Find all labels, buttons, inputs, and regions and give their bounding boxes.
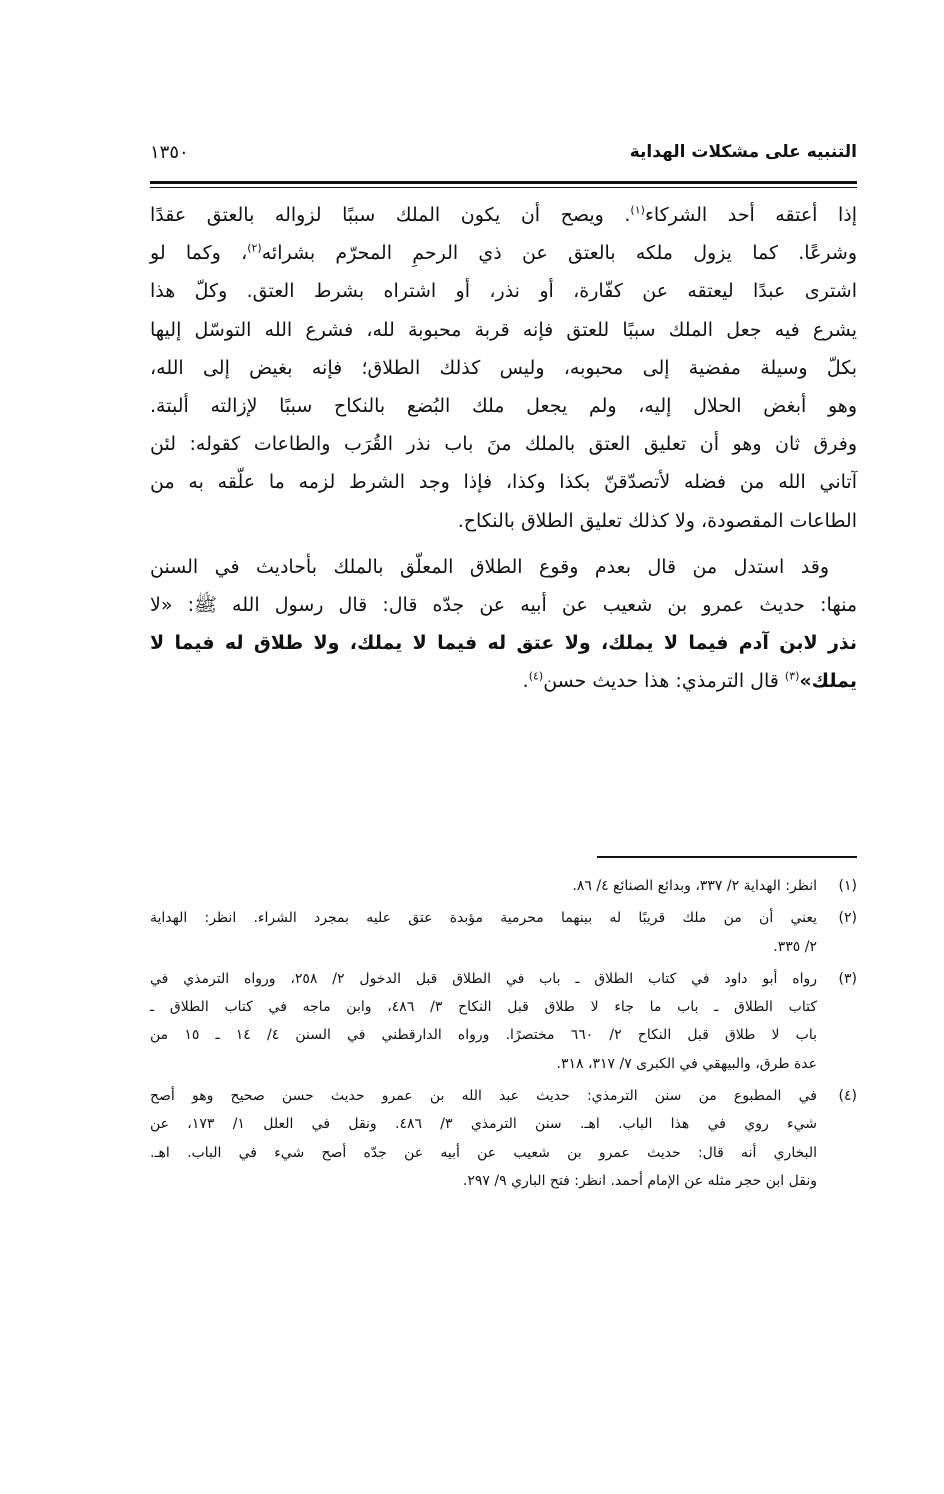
text: إذا أعتقه أحد الشركاء	[644, 204, 857, 226]
text: .	[522, 670, 529, 693]
paragraph-2	[150, 548, 857, 701]
footnote-ref[interactable]: (٤)	[528, 670, 544, 684]
footnote-number: (٣)	[838, 970, 857, 987]
footnote-2	[150, 904, 857, 961]
footnotes	[150, 872, 857, 1199]
paragraph-1	[150, 196, 857, 540]
footnote-ref[interactable]: (٣)	[784, 670, 800, 684]
footnote-line: ٢/ ٣٣٥.	[773, 938, 817, 955]
text-line: اشترى عبدًا ليعتقه عن كفّارة، أو نذر، أو اشتراه بشرط العتق. وكلّ هذا	[150, 280, 857, 303]
header-rule-thin	[150, 187, 857, 188]
text: قال الترمذي: هذا حديث حسن	[543, 670, 785, 693]
text-line: آتاني الله من فضله لأتصدّقنّ بكذا وكذا، فإذا وجد الشرط لزمه ما علّقه به من	[150, 471, 857, 494]
footnote-line: انظر: الهداية ٢/ ٣٣٧، وبدائع الصنائع ٤/ ٨٦.	[572, 878, 817, 894]
text-line: يشرع فيه جعل الملك سببًا للعتق فإنه قربة محبوبة لله، فشرع الله التوسّل إليها	[150, 318, 857, 341]
hadith-end: يملك»	[799, 670, 857, 693]
text-line	[150, 234, 857, 272]
text-line: الطاعات المقصودة، ولا كذلك تعليق الطلاق بالنكاح.	[457, 509, 857, 532]
text-line: وهو أبغض الحلال إليه، ولم يجعل ملك البُضع بالنكاح سببًا لإزالته ألبتة.	[150, 395, 857, 418]
footnote-line: رواه أبو داود في كتاب الطلاق ـ باب في الطلاق قبل الدخول ٢/ ٢٥٨، ورواه الترمذي في	[150, 970, 817, 987]
text-line: بكلّ وسيلة مفضية إلى محبوبه، وليس كذلك الطلاق؛ فإنه بغيض إلى الله،	[150, 356, 857, 379]
footnote-4	[150, 1082, 857, 1195]
text-line	[150, 662, 857, 700]
footnote-line: كتاب الطلاق ـ باب ما جاء لا طلاق قبل النكاح ٣/ ٤٨٦، وابن ماجه في كتاب الطلاق ـ	[150, 999, 817, 1016]
text-line	[150, 196, 857, 234]
footnote-ref[interactable]: (٢)	[247, 241, 262, 255]
footnote-3	[150, 965, 857, 1078]
running-title: التنبيه على مشكلات الهداية	[629, 142, 857, 162]
footnote-line: عدة طرق، والبيهقي في الكبرى ٧/ ٣١٧، ٣١٨.	[556, 1055, 817, 1072]
footnote-line: يعني أن من ملك قريبًا له بينهما محرمية مؤبدة عتق عليه بمجرد الشراء. انظر: الهداية	[150, 910, 817, 927]
footnote-number: (١)	[838, 878, 857, 894]
footnote-line: في المطبوع من سنن الترمذي: حديث عبد الله بن عمرو حديث حسن صحيح وهو أصح	[150, 1088, 817, 1105]
footnote-line: شيء روي في هذا الباب. اهـ. سنن الترمذي ٣/ ٤٨٦. ونقل في العلل ١/ ١٧٣، عن	[150, 1116, 817, 1133]
running-header	[150, 138, 857, 172]
footnote-line: باب لا طلاق قبل النكاح ٢/ ٦٦٠ مختصرًا. ورواه الدارقطني في السنن ٤/ ١٤ ـ ١٥ من	[150, 1027, 818, 1044]
header-rule-thick	[150, 181, 857, 184]
hadith-line: نذر لابن آدم فيما لا يملك، ولا عتق له فيما لا يملك، ولا طلاق له فيما لا	[150, 632, 857, 655]
footnote-ref[interactable]: (١)	[630, 203, 645, 217]
footnote-line: ونقل ابن حجر مثله عن الإمام أحمد. انظر: فتح الباري ٩/ ٢٩٧.	[462, 1172, 817, 1189]
text: . ويصح أن يكون الملك سببًا لزواله بالعتق عقدًا	[150, 204, 631, 226]
text-line: منها: حديث عمرو بن شعيب عن أبيه عن جدّه قال: قال رسول الله ﷺ: «لا	[150, 594, 857, 617]
footnote-number: (٢)	[838, 910, 857, 927]
text-line: وقد استدل من قال بعدم وقوع الطلاق المعلّق بالملك بأحاديث في السنن	[150, 555, 829, 578]
text: ، وكما لو	[150, 242, 248, 265]
main-text	[150, 196, 857, 701]
page-number: ١٣٥٠	[150, 142, 189, 163]
footnote-line: البخاري أنه قال: حديث عمرو بن شعيب عن أبيه عن جدّه أصح شيء في الباب. اهـ.	[150, 1144, 817, 1161]
footnote-separator	[597, 856, 857, 858]
footnote-number: (٤)	[838, 1088, 857, 1105]
footnote-1	[150, 872, 857, 900]
text: وشرعًا. كما يزول ملكه بالعتق عن ذي الرحمِ المحرّم بشرائه	[261, 242, 857, 265]
text-line: وفرق ثان وهو أن تعليق العتق بالملك منَ باب نذر القُرَب والطاعات كقوله: لئن	[150, 433, 857, 456]
